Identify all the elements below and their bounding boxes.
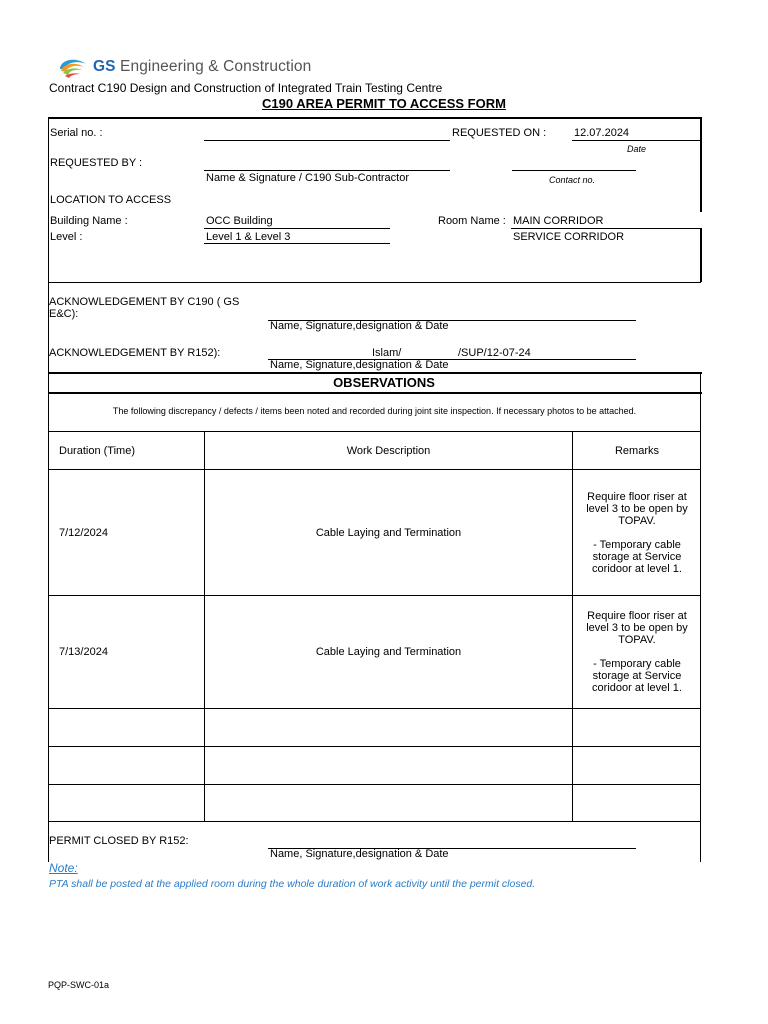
building-value: OCC Building [206, 215, 273, 227]
permit-closed-label: PERMIT CLOSED BY R152: [49, 835, 189, 847]
table-row-1-duration: 7/12/2024 [59, 526, 108, 539]
company-logo [57, 55, 357, 81]
date-caption: Date [627, 144, 647, 154]
column-header-remarks: Remarks [614, 444, 659, 457]
ack-c190-label-line1: ACKNOWLEDGEMENT BY C190 ( GS [49, 296, 240, 308]
observations-intro: The following discrepancy / defects / items been noted and recorded during joint site inspection. If necessary photos to be attached. [112, 406, 637, 416]
requested-by-label: REQUESTED BY : [50, 157, 143, 169]
table-row-1-work: Cable Laying and Termination [315, 526, 462, 539]
location-label: LOCATION TO ACCESS [50, 194, 172, 206]
form-title: C190 AREA PERMIT TO ACCESS FORM [262, 96, 506, 111]
ack-c190-label-line2: E&C): [49, 308, 79, 320]
ack-r152-caption: Name, Signature,designation & Date [270, 359, 449, 371]
table-row-2-remarks-line2: - Temporary cable storage at Service coridoor at level 1. [592, 658, 682, 694]
table-row-2-work: Cable Laying and Termination [315, 646, 462, 658]
note-label: Note: [49, 861, 78, 875]
ack-c190-caption: Name, Signature,designation & Date [270, 320, 449, 332]
room-value-service: SERVICE CORRIDOR [513, 231, 625, 243]
note-text: PTA shall be posted at the applied room during the whole duration of work activity until the permit closed. [49, 878, 536, 890]
permit-closed-caption: Name, Signature,designation & Date [270, 848, 449, 860]
contract-line: Contract C190 Design and Construction of Integrated Train Testing Centre [49, 81, 443, 95]
table-row-1-remarks [575, 470, 699, 595]
ack-c190-label [49, 296, 239, 320]
requested-on-value: 12.07.2024 [574, 127, 630, 139]
footer-code: PQP-SWC-01a [48, 980, 110, 990]
logo-swirl-icon [57, 55, 89, 81]
serial-label: Serial no. : [50, 127, 103, 139]
table-row-1-remarks-line2: - Temporary cable storage at Service coridoor at level 1. [592, 538, 682, 575]
room-label: Room Name : [438, 215, 506, 227]
observations-heading: OBSERVATIONS [333, 375, 435, 390]
column-header-duration: Duration (Time) [59, 444, 135, 457]
building-label: Building Name : [50, 215, 128, 227]
logo-brand-rest: Engineering & Construction [120, 58, 312, 75]
ack-r152-name: Islam/ [372, 347, 402, 359]
table-row-2-duration: 7/13/2024 [59, 646, 108, 658]
logo-brand: GS [93, 58, 116, 75]
ack-r152-label: ACKNOWLEDGEMENT BY R152): [49, 347, 221, 359]
table-row-2-remarks-line1: Require floor riser at level 3 to be open by TOPAV. [586, 610, 688, 646]
room-value-main: MAIN CORRIDOR [513, 215, 604, 227]
name-signature-caption: Name & Signature / C190 Sub-Contractor [206, 172, 409, 184]
column-header-work: Work Description [346, 444, 431, 457]
level-value: Level 1 & Level 3 [206, 231, 291, 243]
contact-caption: Contact no. [549, 175, 596, 185]
requested-on-label: REQUESTED ON : [452, 127, 547, 139]
table-row-1-remarks-line1: Require floor riser at level 3 to be open by TOPAV. [586, 490, 688, 527]
table-row-2-remarks [575, 596, 699, 708]
serial-input-line [204, 140, 450, 141]
level-label: Level : [50, 231, 83, 243]
ack-r152-ref: /SUP/12-07-24 [458, 347, 531, 359]
